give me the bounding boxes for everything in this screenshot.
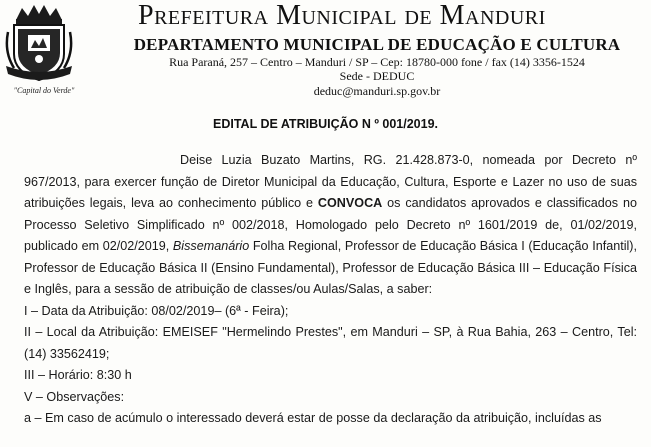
- sede-line: Sede - DEDUC: [339, 69, 415, 83]
- publication-name: Bissemanário: [172, 239, 250, 253]
- municipal-seal-icon: [4, 2, 74, 84]
- department-name: DEPARTAMENTO MUNICIPAL DE EDUCAÇÃO E CULTURA: [133, 35, 621, 54]
- seal-caption: "Capital do Verde": [13, 86, 75, 95]
- paragraph-text: Deise Luzia Buzato Martins, RG. 21.428.873-0, nomeada por Decreto nº 967/2013, para exercer função de Diretor Municipal da Educação, Cultura, Esporte e Lazer no uso de suas atribuições legais, leva ao conhecimento público e: [24, 153, 637, 210]
- document-body: [24, 150, 637, 430]
- item-date: I – Data da Atribuição: 08/02/2019– (6ª - Feira);: [24, 303, 289, 318]
- item-observation-a: a – Em caso de acúmulo o interessado deverá estar de posse da declaração da atribuição, incluídas as: [24, 411, 602, 425]
- paragraph-text: Folha Regional, Professor de Educação Básica I (Educação Infantil), Professor de Educação Básica II (Ensino Fundamental), Professor de Educação Básica III – Educação Física e Inglês, para a sessão de atribuição de classes/ou Aulas/Salas, a saber:: [24, 239, 637, 296]
- edital-heading: EDITAL DE ATRIBUIÇÃO N º 001/2019.: [213, 117, 438, 131]
- document-title: Prefeitura Municipal de Manduri: [138, 0, 546, 31]
- item-location: II – Local da Atribuição: EMEISEF "Hermelindo Prestes", em Manduri – SP, à Rua Bahia, 263 – Centro, Tel: (14) 33562419;: [24, 325, 637, 361]
- opening-paragraph: [24, 150, 637, 301]
- item-time: III – Horário: 8:30 h: [24, 368, 132, 382]
- item-observations: V – Observações:: [24, 389, 125, 404]
- paragraph-text: os candidatos aprovados e classificados no Processo Seletivo Simplificado nº 002/2018, Homologado pelo Decreto nº 1601/2019 de, 01/02/2019, publicado em 02/02/2019,: [24, 196, 637, 253]
- convoca-emphasis: CONVOCA: [317, 196, 383, 210]
- email-line: deduc@manduri.sp.gov.br: [313, 84, 441, 98]
- address-line: Rua Paraná, 257 – Centro – Manduri / SP – Cep: 18780-000 fone / fax (14) 3356-1524: [169, 55, 585, 69]
